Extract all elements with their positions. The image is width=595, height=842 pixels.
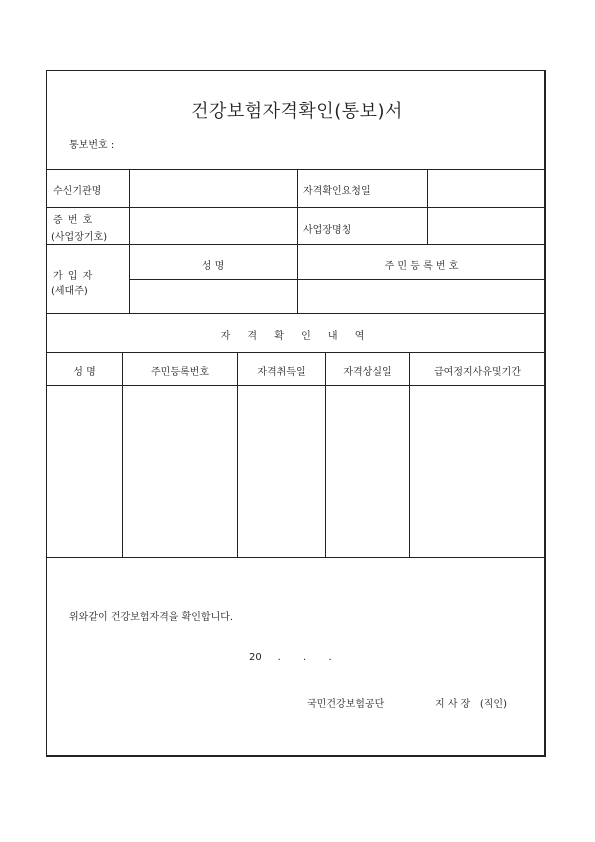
subscriber-label: 가 입 자 [53, 271, 94, 282]
issuer-name: 국민건강보험공단 [307, 699, 385, 710]
cert-number-label: 증 번 호 [53, 215, 94, 226]
request-date-label: 자격확인요청일 [303, 186, 371, 197]
subscriber-name-header: 성 명 [201, 261, 225, 272]
confirmation-statement: 위와같이 건강보험자격을 확인합니다. [69, 612, 234, 623]
column-header-benefit-suspension: 급여정지사유및기간 [434, 367, 521, 378]
column-header-resident-number: 주민등록번호 [151, 367, 209, 378]
cert-number-field[interactable] [130, 208, 296, 243]
recipient-agency-field[interactable] [130, 170, 296, 206]
detail-resident-number-cell[interactable] [123, 386, 236, 556]
detail-acquisition-date-cell[interactable] [238, 386, 324, 556]
workplace-name-label: 사업장명칭 [303, 225, 352, 236]
detail-name-cell[interactable] [48, 386, 121, 556]
recipient-agency-label: 수신기관명 [53, 186, 102, 197]
divider-line [47, 557, 545, 558]
divider-line [47, 244, 545, 245]
subscriber-resident-number-field[interactable] [298, 280, 544, 312]
subscriber-name-field[interactable] [130, 280, 296, 312]
column-header-loss-date: 자격상실일 [343, 367, 392, 378]
column-header-acquisition-date: 자격취득일 [257, 367, 306, 378]
householder-label: (세대주) [51, 286, 88, 297]
detail-loss-date-cell[interactable] [326, 386, 408, 556]
workplace-name-field[interactable] [428, 208, 544, 243]
request-date-field[interactable] [428, 170, 544, 206]
issue-date-line: 20 . . . [249, 652, 332, 663]
detail-benefit-suspension-cell[interactable] [410, 386, 544, 556]
section-title: 자 격 확 인 내 역 [220, 331, 372, 342]
form-title: 건강보험자격확인(통보)서 [191, 101, 403, 122]
column-header-name: 성 명 [73, 367, 96, 378]
workplace-code-label: (사업장기호) [51, 232, 108, 243]
divider-line [47, 313, 545, 314]
branch-manager-seal: 지 사 장 (직인) [435, 699, 507, 710]
subscriber-resident-number-header: 주 민 등 록 번 호 [384, 261, 459, 272]
notice-number-label: 통보번호 : [69, 140, 115, 151]
form-frame [46, 70, 546, 757]
